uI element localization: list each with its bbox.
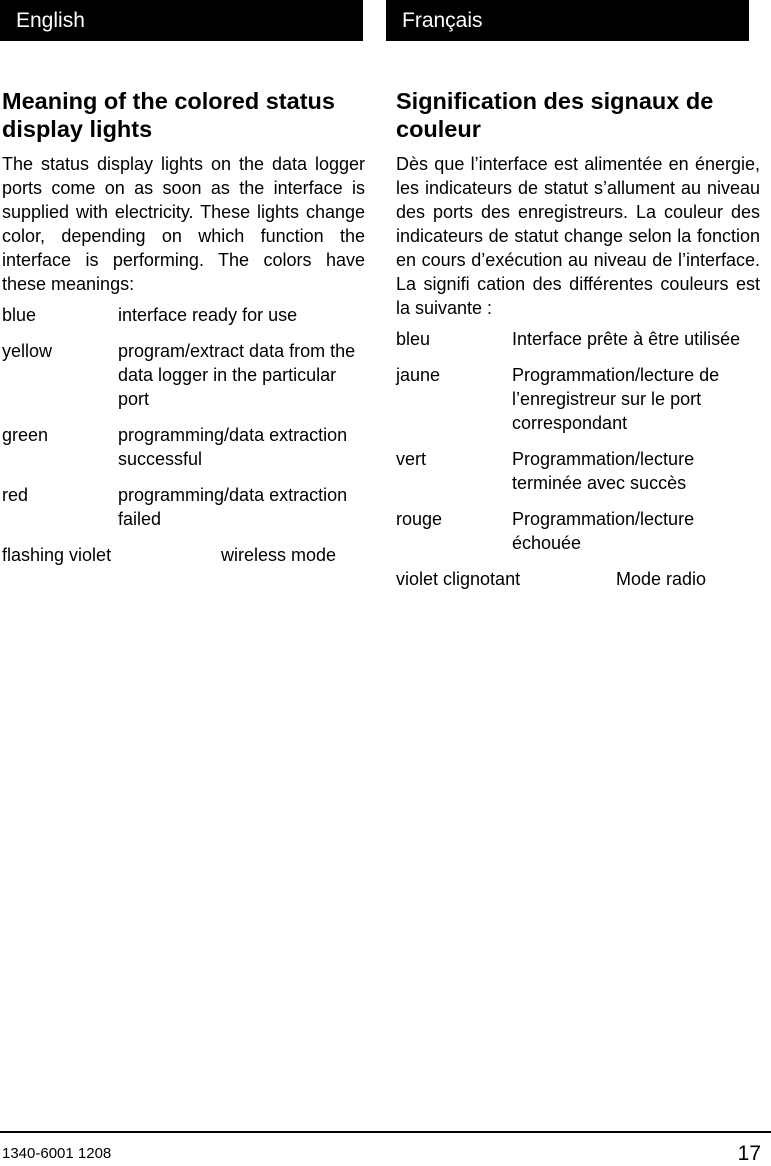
status-meaning: Programmation/lecture terminée avec succès	[512, 449, 695, 493]
status-meaning: wireless mode	[221, 545, 337, 565]
status-row	[396, 507, 760, 555]
status-color: violet clignotant	[396, 569, 521, 589]
footer-divider	[0, 1131, 771, 1133]
status-row	[2, 423, 365, 471]
section-heading-french: Signification des signaux de couleur	[396, 88, 714, 142]
status-row	[2, 339, 365, 411]
status-meaning: program/extract data from the data logger in the particular port	[118, 341, 356, 409]
status-row	[396, 447, 760, 495]
status-color: red	[2, 485, 29, 505]
status-meaning: Interface prête à être utilisée	[512, 329, 741, 349]
status-list-english	[2, 303, 365, 567]
status-color: blue	[2, 305, 37, 325]
language-tab-english: English	[0, 0, 363, 41]
status-row	[2, 543, 365, 567]
status-list-french	[396, 327, 760, 591]
section-heading-english: Meaning of the colored status display lights	[2, 88, 335, 142]
status-row	[396, 327, 760, 351]
english-column	[0, 0, 365, 579]
status-meaning: programming/data extraction failed	[118, 485, 348, 529]
status-color: bleu	[396, 329, 431, 349]
status-row	[396, 363, 760, 435]
status-meaning: Mode radio	[616, 569, 707, 589]
status-row	[2, 303, 365, 327]
status-meaning: Programmation/lecture de l’enregistreur sur le port correspondant	[512, 365, 720, 433]
status-color: rouge	[396, 509, 443, 529]
document-number: 1340-6001 1208	[2, 1145, 112, 1162]
status-color: green	[2, 425, 49, 445]
page-number: 17	[737, 1142, 761, 1165]
status-meaning: interface ready for use	[118, 305, 298, 325]
french-content	[386, 87, 760, 591]
english-content	[0, 87, 365, 567]
status-meaning: Programmation/lecture échouée	[512, 509, 695, 553]
status-color: flashing violet	[2, 545, 112, 565]
language-tab-french: Français	[386, 0, 749, 41]
status-meaning: programming/data extraction successful	[118, 425, 348, 469]
french-column	[386, 0, 760, 603]
status-row	[396, 567, 760, 591]
status-color: vert	[396, 449, 427, 469]
intro-paragraph-english: The status display lights on the data logger ports come on as soon as the interface is supplied with electricity. These lights change color, depending on which function the interface is performing. The colors have these meanings:	[2, 154, 365, 294]
status-color: jaune	[396, 365, 441, 385]
status-color: yellow	[2, 341, 53, 361]
intro-paragraph-french: Dès que l’interface est alimentée en énergie, les indicateurs de statut s’allument au niveau des ports des enregistreurs. La couleur des indicateurs de statut change selon la fonction en cours d’exécution au niveau de l’interface. La signifi cation des différentes couleurs est la suivante :	[396, 154, 760, 318]
status-row	[2, 483, 365, 531]
